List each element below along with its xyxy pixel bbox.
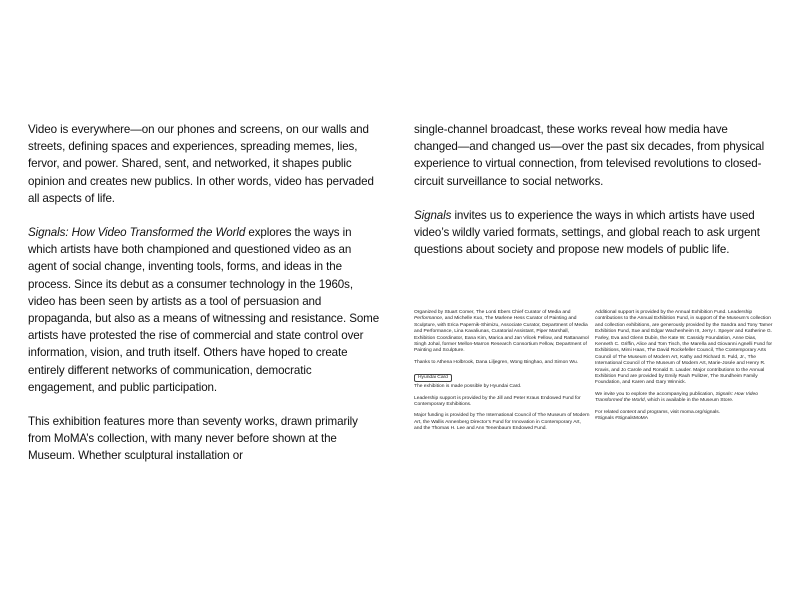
organizers-text-cont: , and Michelle Kuo, The Marlene Hess Curator of Painting and Sculpture, with Erica Papernik-Shimizu, Associate Curator, Department of Media and Performance, Lina Kavaliunas, Curatorial Assistant, Piper Marshall, Exhibition Coordinator, Eana Kim, Marica and Jan Vilcek Fellow, and Rattanamol Singh Johal, former Mellon-Marron Research Consortium Fellow, Department of Painting and Sculpture. — [414, 316, 589, 354]
related-text-cont: and programs, visit moma.org/signals. — [636, 409, 721, 415]
credits-right-column — [595, 310, 773, 428]
publication-invite-text-cont: , which is available in the Museum Store. — [644, 398, 734, 404]
exhibition-title: Signals: How Video Transformed the World — [28, 226, 246, 240]
continuation-paragraph: single-channel broadcast, these works reveal how media have changed—and changed us—over the past six decades, from physical experience to virtual connection, from televised revolutions to closed-circuit surveillance to social networks. — [414, 123, 765, 188]
publication-title: Signals: How Video Transformed the World — [595, 391, 758, 404]
organizers-credit — [414, 310, 590, 355]
invitation-paragraph — [414, 207, 768, 259]
right-text-column — [414, 121, 768, 258]
intro-paragraph: Video is everywhere—on our phones and screens, on our walls and streets, defining spaces and experiences, spreading memes, lies, fervor, and power. Shared, sent, and networked, it shapes public opinion and creates new publics. In other words, video has pervaded all aspects of life. — [28, 123, 374, 205]
related-emphasis: content — [620, 409, 637, 415]
major-funding-credit: Major funding is provided by The International Council of The Museum of Modern Art, the Wallis Annenberg Director’s Fund for Innovation in Contemporary Art, and the Thomas H. Lee and Ann Tenenbaum Endowed Fund. — [414, 413, 590, 432]
organizers-emphasis: Performance — [414, 316, 442, 322]
hyundai-card-logo: Hyundai Card — [414, 374, 452, 382]
signals-title: Signals — [414, 208, 452, 222]
features-paragraph: This exhibition features more than seventy works, drawn primarily from MoMA’s collection, with many never before shown at the Museum. Whether sculptural installation or — [28, 415, 358, 463]
credits-left-column — [414, 310, 590, 438]
invitation-text: invites us to experience the ways in which artists have used video’s wildly varied formats, settings, and global reach to ask urgent questions about society and propose new models of public life. — [414, 208, 760, 257]
leadership-support-credit: Leadership support is provided by the Jill and Peter Kraus Endowed Fund for Contemporary Exhibitions. — [414, 395, 581, 408]
publication-invite-text: We invite you to explore the accompanying publication, — [595, 391, 716, 397]
exhibition-description-paragraph — [28, 224, 380, 396]
related-text: For related — [595, 409, 621, 415]
organizers-text: Organized by Stuart Comer, The Lonti Ebers Chief Curator of Media and — [414, 310, 571, 315]
description-text: explores the ways in which artists have both championed and questioned video as an agent of social change, inventing tools, forms, and ideas in the process. Since its debut as a consumer technology in the 1960s, video has been seen by artists as a tool of persuasion and propaganda, but also as a means of witnessing and resistance. Some artists have protested the rise of commercial and state control over information, vision, and truth itself. Others have hoped to create entirely different networks of communication, democratic engagement, and public participation. — [28, 226, 380, 394]
thanks-credit: Thanks to Athena Holbrook, Dana Liljegren, Wong Binghao, and Simon Wu. — [414, 359, 579, 365]
hashtags: #Signals #SignalsMoMA — [595, 416, 649, 422]
additional-support-credit: Additional support is provided by the Annual Exhibition Fund. Leadership contributions to the Annual Exhibition Fund, in support of the Museum’s collection and collection exhibitions, are generously provided by the Sandra and Tony Tamer Exhibition Fund, Sue and Edgar Wachenheim III, Jerry I. Speyer and Katherine G. Farley, Eva and Glenn Dubin, the Kate W. Cassidy Foundation, Anne Dias, Kenneth C. Griffin, Alice and Tom Tisch, the Marella and Giovanni Agnelli Fund for Exhibitions, Mimi Haas, The David Rockefeller Council, The Contemporary Arts Council of The Museum of Modern Art, Kathy and Richard S. Fuld, Jr., The International Council of The Museum of Modern Art, Marie-Josée and Henry R. Kravis, and Jo Carole and Ronald S. Lauder. Major contributions to the Annual Exhibition Fund are provided by Emily Rauh Pulitzer, The Sundheim Family Foundation, and Karen and Gary Winnick. — [595, 310, 773, 386]
publication-invite — [595, 392, 773, 405]
left-text-column — [28, 121, 380, 465]
sponsor-credit: The exhibition is made possible by Hyundai Card. — [414, 384, 522, 390]
